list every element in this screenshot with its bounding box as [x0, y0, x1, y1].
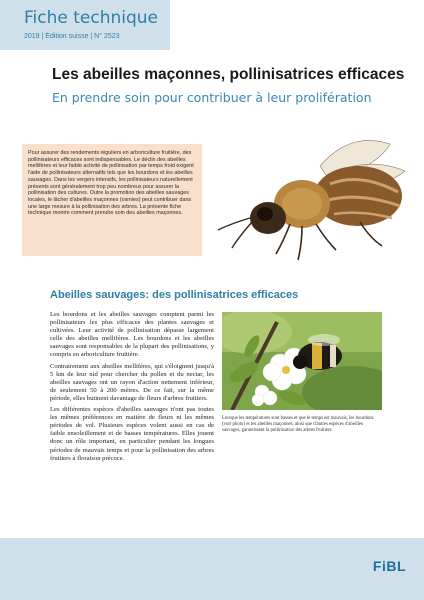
photo-caption: Lorsque les températures sont basses et que le temps est mauvais, les bourdons (voir photo) et les abeilles maçonnes, ainsi que d'autres espèces d'abeilles sauvages, garantissent la pollinisation des arbres fruitiers. — [222, 416, 374, 433]
body-paragraph: Les différentes espèces d'abeilles sauvages n'ont pas toutes les mêmes préférences en matière de fleurs ni les mêmes périodes de vol. Plusieurs espèces volent aussi en cas de faible ensoleillement et de basses températures. Elles jouent donc un rôle important, en particulier pendant les longues périodes de mauvais temps et pour la pollinisation des arbres fruitiers à floraison précoce. — [50, 406, 214, 462]
body-text — [50, 311, 214, 466]
intro-text: Pour assurer des rendements réguliers en arboriculture fruitière, des pollinisateurs efficaces sont indispensables. Le déclin des abeilles mellifères et leur faible activité de pollinisation par temps froid exigent l'aide de pollinisateurs alternatifs tels que les bourdons et les abeilles sauvages. Dans les vergers intensifs, les pollinisateurs naturellement présents sont généralement trop peu nombreux pour assurer la pollinisation des cultures. Outre la promotion des abeilles sauvages locales, le lâcher d'abeilles maçonnes (osmies) peut contribuer dans une large mesure à la pollinisation des arbres. La présente fiche technique montre comment prendre soin des abeilles maçonnes. — [28, 150, 194, 217]
page-title: Les abeilles maçonnes, pollinisatrices efficaces — [52, 66, 405, 83]
fibl-logo: FiBL — [372, 558, 406, 574]
bee-antenna — [218, 218, 252, 248]
footer-band — [0, 538, 424, 600]
section-title: Abeilles sauvages: des pollinisatrices efficaces — [50, 289, 299, 301]
document-type-title: Fiche technique — [24, 8, 159, 28]
body-paragraph: Les bourdons et les abeilles sauvages comptent parmi les pollinisateurs les plus efficaces des plantes sauvages et cultivées. Leur activité de pollinisation dépasse largement celle des abeilles mellifères. Les bourdons et les abeilles sauvages sont responsables de la plupart des pollinisations, y compris en arboriculture fruitière. — [50, 311, 214, 359]
body-paragraph: Contrairement aux abeilles mellifères, qui s'éloignent jusqu'à 5 km de leur nid pour chercher du pollen et du nectar, les abeilles sauvages ont un rayon d'action nettement inférieur, de seulement 50 à 200 mètres. De ce fait, sur la même période, elles butinent davantage de fleurs d'arbres fruitiers. — [50, 362, 214, 402]
page-subtitle: En prendre soin pour contribuer à leur prolifération — [52, 90, 372, 105]
bee-legs — [276, 222, 382, 260]
edition-info: 2019 | Édition suisse | N° 2523 — [24, 33, 120, 40]
intro-box — [22, 144, 202, 256]
mason-bee-image — [210, 126, 420, 266]
bumblebee-photo — [222, 312, 382, 410]
